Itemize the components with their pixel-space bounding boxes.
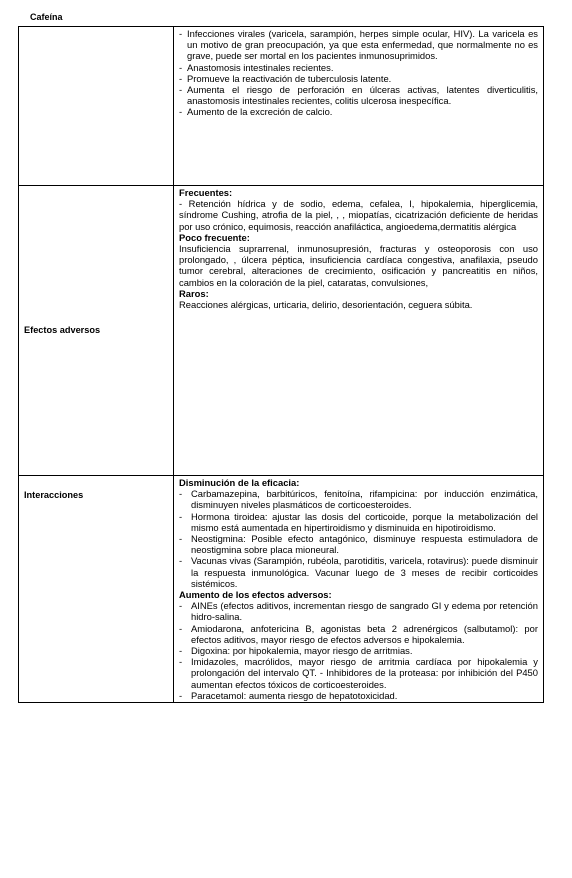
- row-content: [174, 27, 544, 186]
- row-content: [174, 476, 544, 703]
- section-text: - Retención hídrica y de sodio, edema, cefalea, I, hipokalemia, hiperglicemia, síndrome Cushing, atrofia de la piel, , , miopatías, cicatrización deficiente de heridas por uso crónico, equimosis, reacción anafiláctica, angioedema,dermatitis alérgica: [179, 198, 538, 232]
- list-item: - Imidazoles, macrólidos, mayor riesgo de arritmia cardíaca por hipokalemia y prolongación del intervalo QT. - Inhibidores de la proteasa: por inhibición del P450 aumentan efectos tóxicos de corticoesteroides.: [179, 656, 538, 690]
- list-item: - Infecciones virales (varicela, sarampión, herpes simple ocular, HIV). La varicela es un motivo de gran preocupación, ya que esta enfermedad, que normalmente no es grave, puede ser mortal en los pacientes inmunosuprimidos.: [179, 28, 538, 62]
- section-text: Reacciones alérgicas, urticaria, delirio, desorientación, ceguera súbita.: [179, 299, 473, 311]
- interaction-list: [179, 600, 538, 701]
- section-title: Frecuentes:: [179, 187, 233, 198]
- list-item: - Amiodarona, anfotericina B, agonistas beta 2 adrenérgicos (salbutamol): por efectos aditivos, mayor riesgo de efectos adversos e hipokalemia.: [179, 623, 538, 645]
- list-item: - AINEs (efectos aditivos, incrementan riesgo de sangrado GI y edema por retención hidro-salina.: [179, 600, 538, 622]
- list-item: - Carbamazepina, barbitúricos, fenitoína, rifampicina: por inducción enzimática, disminuyen niveles plasmáticos de corticoesteroides.: [179, 488, 538, 510]
- list-item: - Aumenta el riesgo de perforación en úlceras activas, latentes diverticulitis, anastomosis intestinales recientes, colitis ulcerosa inespecífica.: [179, 84, 538, 106]
- row-label: [19, 27, 174, 186]
- table-row: [19, 186, 544, 476]
- list-item: - Anastomosis intestinales recientes.: [179, 62, 538, 73]
- list-item: - Aumento de la excreción de calcio.: [179, 106, 538, 117]
- drug-info-table: [18, 26, 544, 703]
- section-title: Poco frecuente:: [179, 231, 250, 243]
- list-item: - Hormona tiroidea: ajustar las dosis del corticoide, porque la metabolización del mismo está aumentada en hipertiroidismo y disminuida en hipotiroidismo.: [179, 511, 538, 533]
- list-item: - Paracetamol: aumenta riesgo de hepatotoxicidad.: [179, 690, 538, 701]
- group-title: Disminución de la eficacia:: [179, 477, 300, 488]
- group-title: Aumento de los efectos adversos:: [179, 589, 332, 601]
- section-title: Raros:: [179, 287, 209, 299]
- table-row: [19, 27, 544, 186]
- row-label-efectos-adversos: Efectos adversos: [19, 186, 174, 476]
- interaction-list: [179, 488, 538, 589]
- row-label-interacciones: Interacciones: [19, 476, 174, 703]
- precautions-list: [179, 28, 538, 118]
- list-item: - Vacunas vivas (Sarampión, rubéola, parotiditis, varicela, rotavirus): puede disminuir la respuesta inmunológica. Vacunar luego de 3 meses de recibir corticoides sistémicos.: [179, 555, 538, 589]
- document-header: Cafeína: [30, 12, 63, 22]
- section-text: Insuficiencia suprarrenal, inmunosupresión, fracturas y osteoporosis con uso prolongado, , úlcera péptica, insuficiencia cardíaca congestiva, anafilaxia, pseudo tumor cerebral, alteraciones de crecimiento, osificación y pancreatitis en niños, cambios en la coloración de la piel, cataratas, convulsiones,: [179, 243, 538, 288]
- list-item: - Digoxina: por hipokalemia, mayor riesgo de arritmias.: [179, 645, 538, 656]
- row-content: [174, 186, 544, 476]
- list-item: - Promueve la reactivación de tuberculosis latente.: [179, 73, 538, 84]
- table-row: [19, 476, 544, 703]
- list-item: - Neostigmina: Posible efecto antagónico, disminuye respuesta estimuladora de neostigmina sobre placa mioneural.: [179, 533, 538, 555]
